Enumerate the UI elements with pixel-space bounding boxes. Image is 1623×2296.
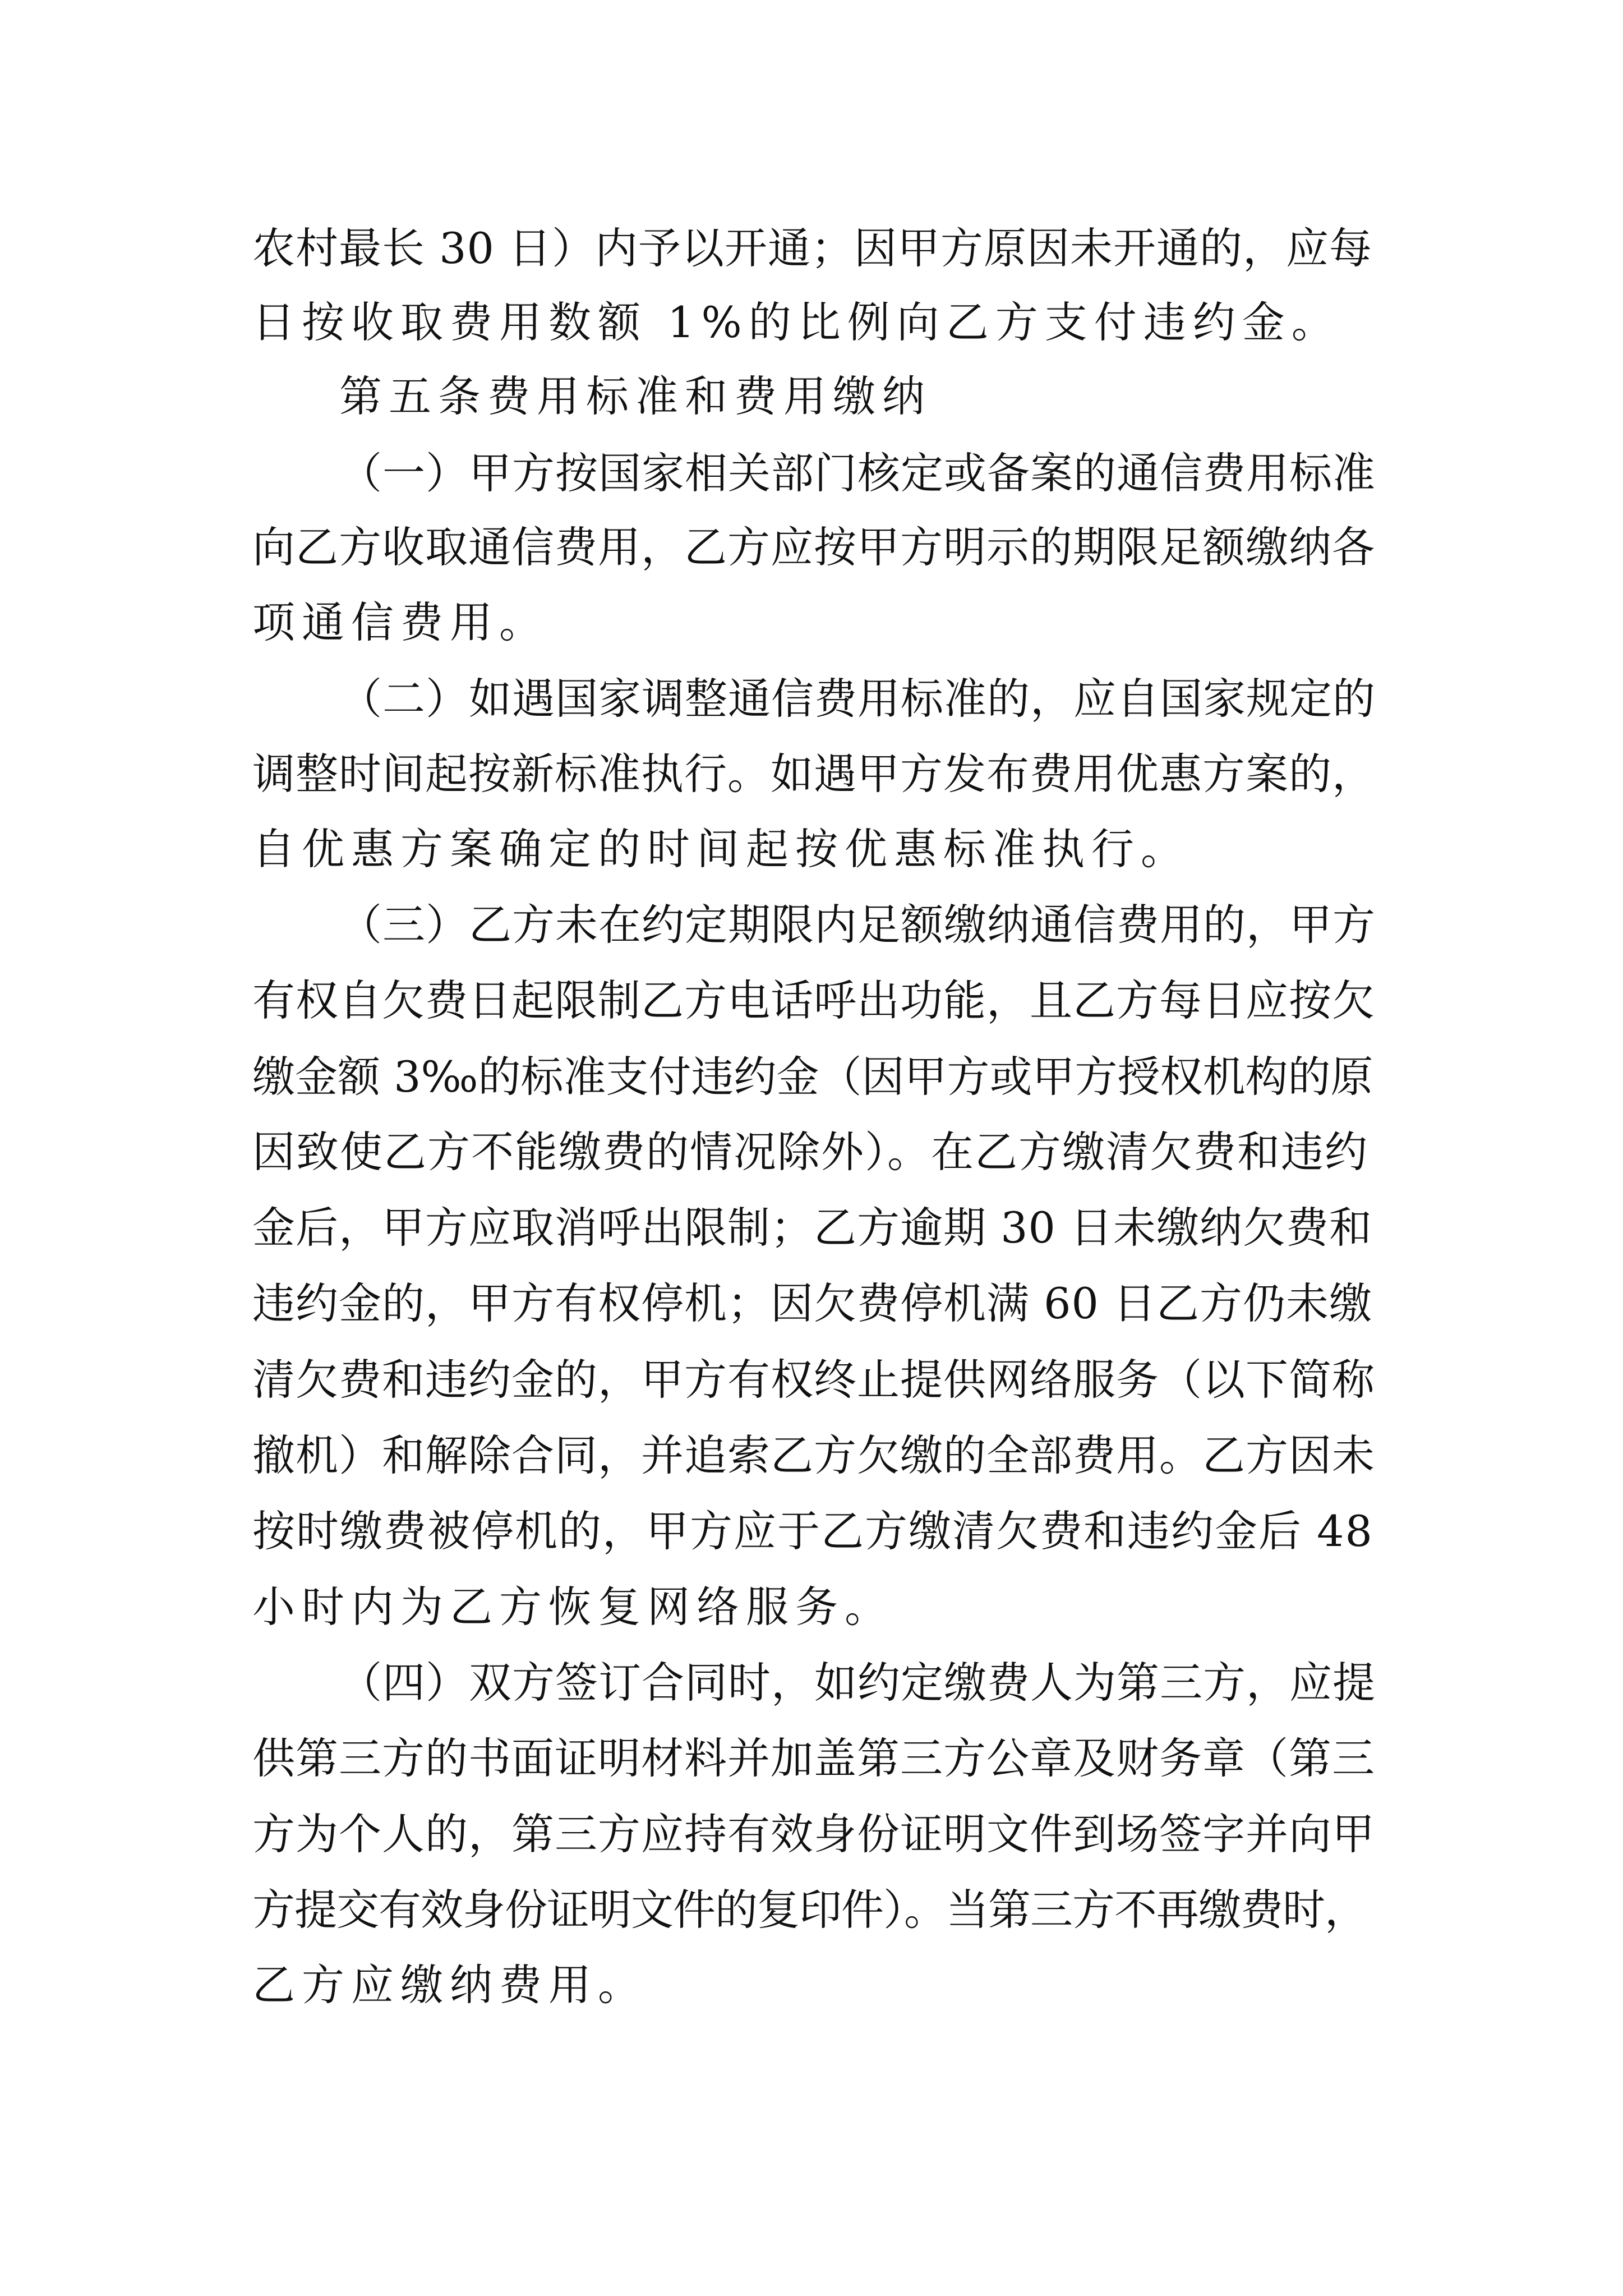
- paragraph-line: 项通信费用。: [252, 597, 548, 647]
- paragraph-line: （三）乙方未在约定期限内足额缴纳通信费用的，甲方: [339, 900, 1376, 950]
- paragraph-line: 有权自欠费日起限制乙方电话呼出功能，且乙方每日应按欠: [252, 976, 1375, 1025]
- paragraph-line: 撤机）和解除合同，并追索乙方欠缴的全部费用。乙方因未: [252, 1430, 1375, 1480]
- paragraph-line: 供第三方的书面证明材料并加盖第三方公章及财务章（第三: [252, 1733, 1375, 1783]
- paragraph-line: 调整时间起按新标准执行。如遇甲方发布费用优惠方案的，: [252, 749, 1375, 799]
- paragraph-line: 乙方应缴纳费用。: [252, 1960, 647, 2010]
- paragraph-line: （四）双方签订合同时，如约定缴费人为第三方，应提: [339, 1658, 1376, 1708]
- paragraph-line: 向乙方收取通信费用，乙方应按甲方明示的期限足额缴纳各: [252, 522, 1375, 572]
- paragraph-line: 因致使乙方不能缴费的情况除外）。在乙方缴清欠费和违约: [252, 1127, 1368, 1177]
- paragraph-line: 按时缴费被停机的，甲方应于乙方缴清欠费和违约金后 48: [252, 1506, 1373, 1556]
- paragraph-line: 日按收取费用数额 1%的比例向乙方支付违约金。: [252, 297, 1341, 347]
- paragraph-line: 方为个人的，第三方应持有效身份证明文件到场签字并向甲: [252, 1809, 1375, 1859]
- paragraph-line: 方提交有效身份证明文件的复印件）。当第三方不再缴费时，: [252, 1885, 1367, 1935]
- paragraph-line: （二）如遇国家调整通信费用标准的，应自国家规定的: [339, 674, 1376, 724]
- article-heading: 第五条费用标准和费用缴纳: [339, 371, 932, 421]
- paragraph-line: 农村最长 30 日）内予以开通；因甲方原因未开通的，应每: [252, 223, 1373, 273]
- paragraph-line: 缴金额 3‰的标准支付违约金（因甲方或甲方授权机构的原: [252, 1052, 1373, 1102]
- paragraph-line: （一）甲方按国家相关部门核定或备案的通信费用标准: [339, 448, 1376, 498]
- paragraph-line: 金后，甲方应取消呼出限制；乙方逾期 30 日未缴纳欠费和: [252, 1203, 1373, 1253]
- paragraph-line: 清欠费和违约金的，甲方有权终止提供网络服务（以下简称: [252, 1355, 1375, 1405]
- paragraph-line: 自优惠方案确定的时间起按优惠标准执行。: [252, 824, 1190, 874]
- paragraph-line: 小时内为乙方恢复网络服务。: [252, 1582, 894, 1632]
- paragraph-line: 违约金的，甲方有权停机；因欠费停机满 60 日乙方仍未缴: [252, 1278, 1373, 1328]
